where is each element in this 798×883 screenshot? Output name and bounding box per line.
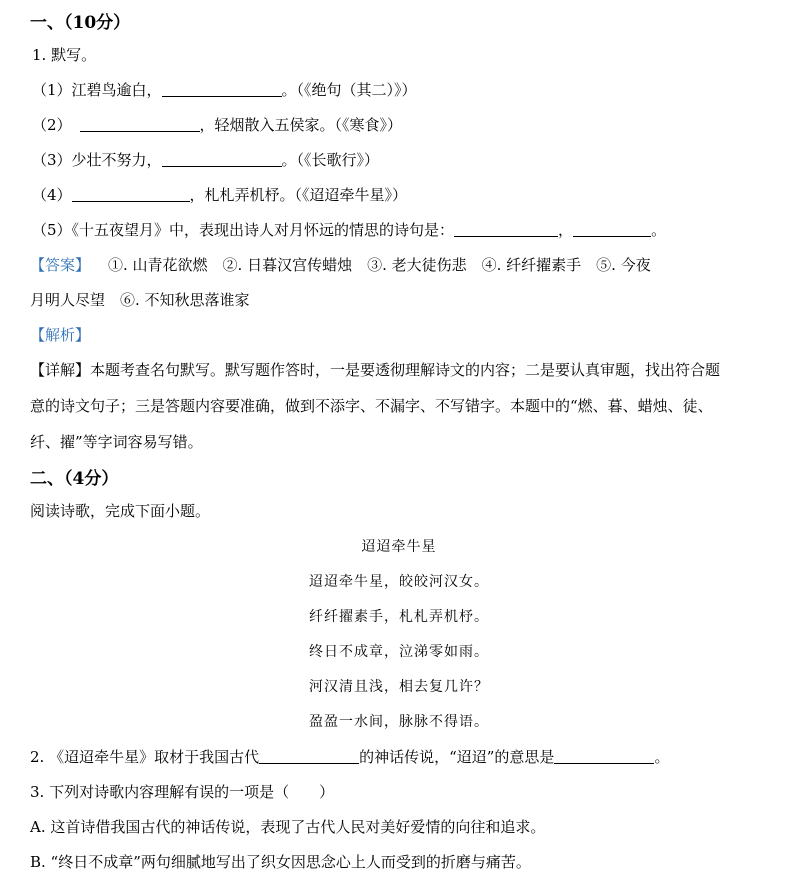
option-b[interactable]: B. “终日不成章”两句细腻地写出了织女因思念心上人而受到的折磨与痛苦。 [30,853,531,871]
answer-line-1 [30,254,651,275]
q2-pre: 2. 《迢迢牵牛星》取材于我国古代 [30,748,260,766]
analysis-line-1 [30,359,720,380]
q1-item-1-pre: （1）江碧鸟逾白， [32,81,162,99]
q1-item-2 [32,114,402,135]
analysis-line-3: 纤、擢”等字词容易写错。 [30,433,203,451]
answer-text-1: ①. 山青花欲燃 ②. 日暮汉宫传蜡烛 ③. 老大徒伤悲 ④. 纤纤擢素手 ⑤. 今夜 [108,256,651,274]
q1-item-5 [32,219,666,240]
section-2-instruction: 阅读诗歌，完成下面小题。 [30,502,211,520]
q1-item-3-post: 。（《长歌行》） [281,151,380,169]
poem-line-3: 终日不成章，泣涕零如雨。 [309,644,489,660]
q1-item-4-post: ，札札弄机杼。（《迢迢牵牛星》） [189,186,408,204]
q2-blank-a[interactable] [259,748,359,764]
poem-line-2: 纤纤擢素手，札札弄机杼。 [309,609,489,625]
q1-item-1-post: 。（《绝句（其二）》） [281,81,417,99]
q1-item-5-post: 。 [651,221,667,239]
q1-item-4-pre: （4） [32,186,72,204]
q1-item-3-blank[interactable] [162,151,282,167]
option-a[interactable]: A. 这首诗借我国古代的神话传说，表现了古代人民对美好爱情的向往和追求。 [30,818,546,836]
q1-item-1 [32,79,417,100]
q1-item-5-mid: ， [558,221,574,239]
analysis-text-1: 本题考查名句默写。默写题作答时，一是要透彻理解诗文的内容；二是要认真审题，找出符合题 [90,361,721,379]
poem-line-1: 迢迢牵牛星，皎皎河汉女。 [309,574,489,590]
q1-item-5-blank-b[interactable] [573,221,651,237]
answer-line-2: 月明人尽望 ⑥. 不知秋思落谁家 [30,291,250,309]
q1-item-1-blank[interactable] [162,81,282,97]
poem-line-4: 河汉清且浅，相去复几许？ [309,679,489,695]
section-1-heading: 一、（10分） [30,13,131,33]
poem-line-5: 盈盈一水间，脉脉不得语。 [309,714,489,730]
q1-item-5-pre: （5）《十五夜望月》中，表现出诗人对月怀远的情思的诗句是： [32,221,455,239]
section-2-heading: 二、（4分） [30,469,119,489]
analysis-tag: 【解析】 [30,326,91,344]
q1-item-4 [32,184,407,205]
q1-item-2-blank[interactable] [80,116,200,132]
analysis-line-2: 意的诗文句子；三是答题内容要准确，做到不添字、不漏字、不写错字。本题中的“燃、暮、蜡烛、徒、 [30,397,713,415]
q2-blank-b[interactable] [554,748,654,764]
q1-item-3 [32,149,379,170]
q1-item-2-post: ，轻烟散入五侯家。（《寒食》） [199,116,403,134]
q2-mid: 的神话传说，“迢迢”的意思是 [359,748,555,766]
q1-item-5-blank-a[interactable] [454,221,558,237]
q2-post: 。 [654,748,670,766]
question-1-title: 1. 默写。 [32,46,97,64]
question-2 [30,746,669,767]
question-3-title: 3. 下列对诗歌内容理解有误的一项是（ ） [30,783,335,801]
answer-tag: 【答案】 [30,256,91,274]
detail-tag: 【详解】 [30,361,91,379]
poem-title: 迢迢牵牛星 [361,539,437,555]
q1-item-4-blank[interactable] [72,186,190,202]
q1-item-3-pre: （3）少壮不努力， [32,151,162,169]
q1-item-2-pre: （2） [32,116,72,134]
